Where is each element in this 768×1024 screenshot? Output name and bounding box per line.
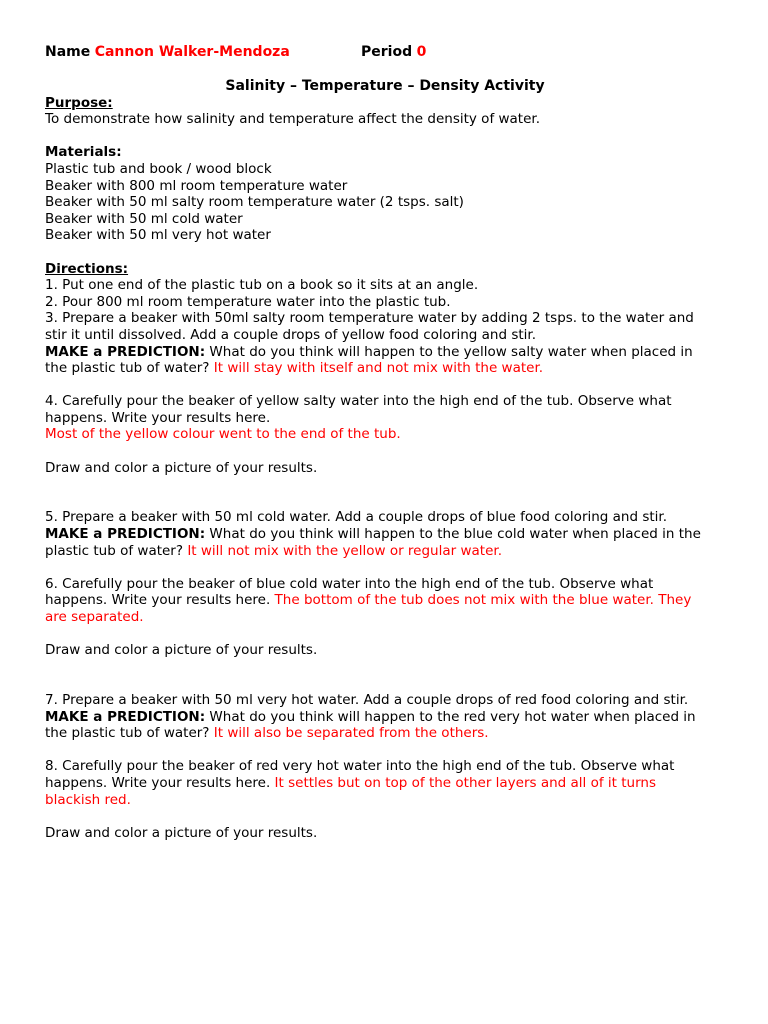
draw-instruction-1: Draw and color a picture of your results. <box>45 459 318 476</box>
step-6-answer-b: are separated. <box>45 609 144 625</box>
step-1: 1. Put one end of the plastic tub on a book so it sits at an angle. <box>45 277 479 294</box>
period-label: Period <box>361 44 413 60</box>
step-3-line-1: 3. Prepare a beaker with 50ml salty room temperature water by adding 2 tsps. to the water and <box>45 310 694 327</box>
prediction-3-line-1 <box>45 709 725 726</box>
prediction-2-answer: It will not mix with the yellow or regular water. <box>187 542 502 559</box>
material-item: Plastic tub and book / wood block <box>45 160 272 177</box>
prediction-3-question-end: the plastic tub of water? <box>45 725 214 742</box>
prediction-3-answer: It will also be separated from the others. <box>213 725 489 742</box>
materials-heading: Materials: <box>45 144 122 161</box>
directions-heading: Directions: <box>45 260 129 277</box>
step-8-line-1: 8. Carefully pour the beaker of red very hot water into the high end of the tub. Observe what <box>45 758 675 775</box>
step-8-answer-b: blackish red. <box>45 791 131 808</box>
material-item: Beaker with 50 ml very hot water <box>45 227 271 244</box>
step-6-question-end: happens. Write your results here. <box>45 592 275 609</box>
draw-instruction-3: Draw and color a picture of your results. <box>45 824 318 841</box>
prediction-2-question: What do you think will happen to the blue cold water when placed in the <box>205 526 701 543</box>
step-4-answer: Most of the yellow colour went to the end of the tub. <box>45 426 401 443</box>
prediction-2-line-2 <box>45 543 725 560</box>
page-title: Salinity – Temperature – Density Activity <box>225 78 545 94</box>
material-item: Beaker with 50 ml salty room temperature water (2 tsps. salt) <box>45 194 464 211</box>
step-4-line-1: 4. Carefully pour the beaker of yellow salty water into the high end of the tub. Observe what <box>45 393 672 410</box>
purpose-heading: Purpose: <box>45 94 113 111</box>
step-6-answer-a: The bottom of the tub does not mix with the blue water. They <box>274 592 692 609</box>
prediction-label: MAKE a PREDICTION: <box>45 343 206 360</box>
prediction-label: MAKE a PREDICTION: <box>45 708 206 725</box>
prediction-1-question: What do you think will happen to the yellow salty water when placed in <box>205 343 693 360</box>
draw-instruction-2: Draw and color a picture of your results. <box>45 642 318 659</box>
step-8-line-2 <box>45 775 725 792</box>
step-8-question-end: happens. Write your results here. <box>45 774 275 791</box>
material-item: Beaker with 800 ml room temperature water <box>45 177 348 194</box>
worksheet-page <box>45 44 725 841</box>
purpose-text: To demonstrate how salinity and temperature affect the density of water. <box>45 111 540 128</box>
prediction-1-question-end: the plastic tub of water? <box>45 360 214 377</box>
step-5: 5. Prepare a beaker with 50 ml cold water. Add a couple drops of blue food coloring and stir. <box>45 509 668 526</box>
step-2: 2. Pour 800 ml room temperature water into the plastic tub. <box>45 293 451 310</box>
prediction-1-answer: It will stay with itself and not mix with the water. <box>213 360 544 377</box>
prediction-3-question: What do you think will happen to the red very hot water when placed in <box>205 708 696 725</box>
name-value: Cannon Walker-Mendoza <box>94 44 290 60</box>
step-6-line-1: 6. Carefully pour the beaker of blue cold water into the high end of the tub. Observe what <box>45 575 654 592</box>
step-8-answer-a: It settles but on top of the other layers and all of it turns <box>274 774 656 791</box>
prediction-1-line-1 <box>45 344 725 361</box>
step-6-line-2 <box>45 592 725 609</box>
period-value: 0 <box>416 44 427 60</box>
prediction-1-line-2 <box>45 360 725 377</box>
period-field <box>361 44 426 61</box>
prediction-3-line-2 <box>45 725 725 742</box>
prediction-2-line-1 <box>45 526 725 543</box>
step-7: 7. Prepare a beaker with 50 ml very hot water. Add a couple drops of red food coloring and stir. <box>45 691 689 708</box>
step-3-line-2: stir it until dissolved. Add a couple drops of yellow food coloring and stir. <box>45 326 537 343</box>
prediction-label: MAKE a PREDICTION: <box>45 526 206 543</box>
prediction-2-question-end: plastic tub of water? <box>45 542 188 559</box>
name-field <box>45 44 290 60</box>
name-label: Name <box>45 44 91 60</box>
header-row <box>45 44 725 62</box>
material-item: Beaker with 50 ml cold water <box>45 210 243 227</box>
step-4-line-2: happens. Write your results here. <box>45 409 271 426</box>
